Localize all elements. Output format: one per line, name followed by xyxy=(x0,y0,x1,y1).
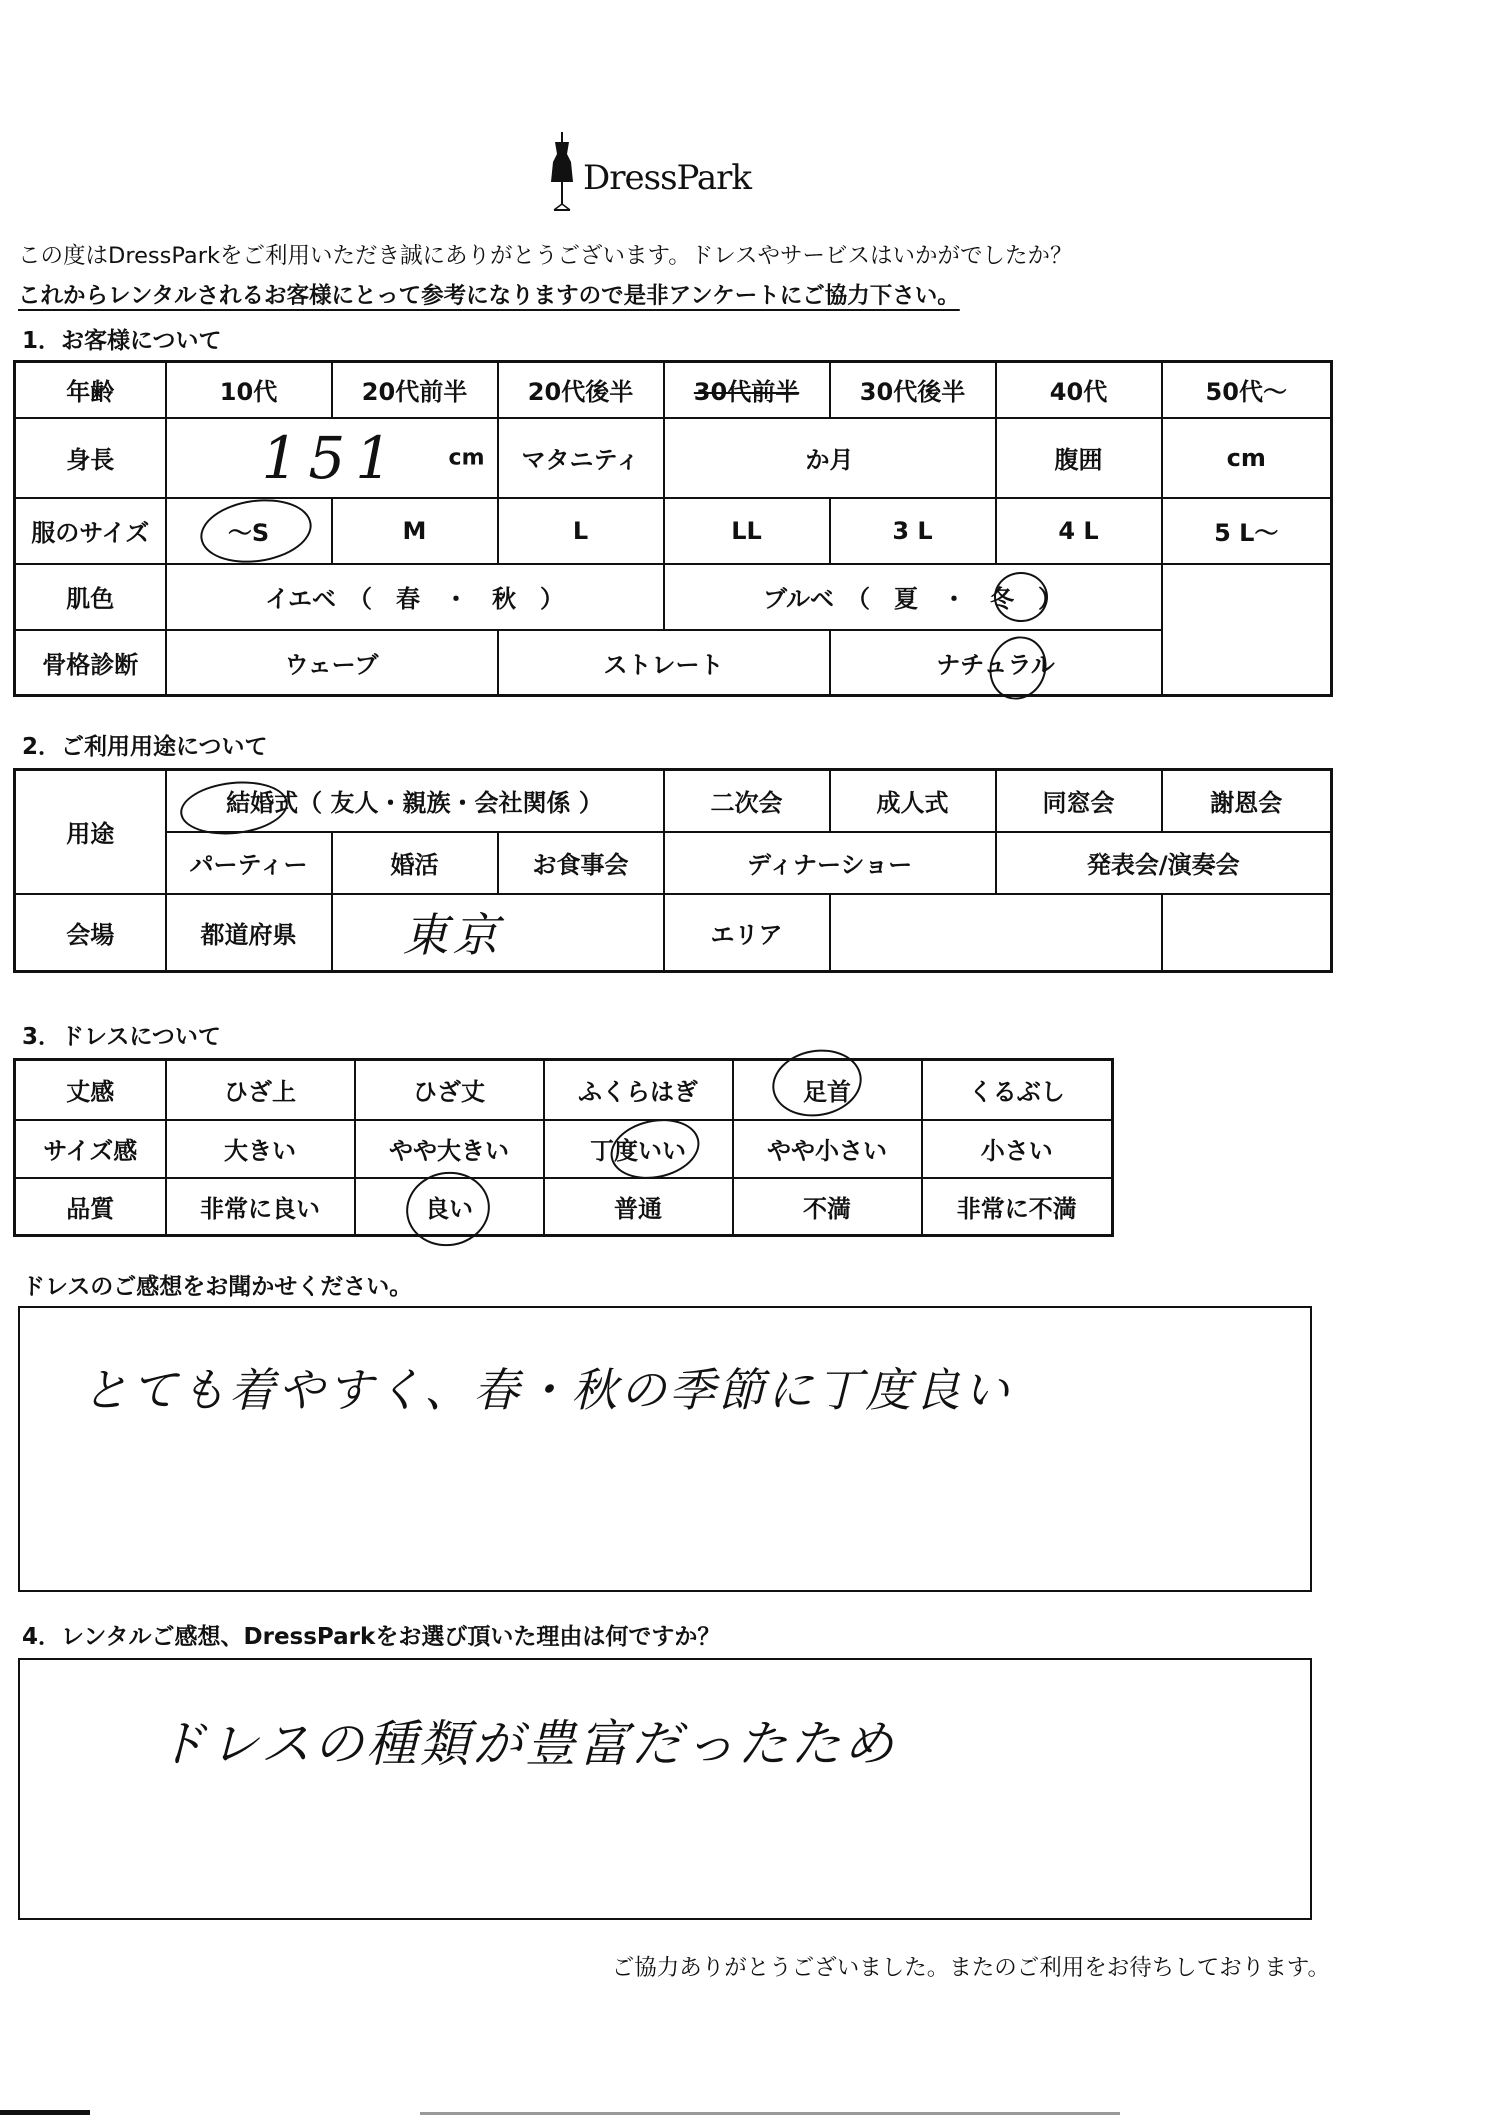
size-option[interactable]: 3 L xyxy=(830,498,996,564)
intro-line-2: これからレンタルされるお客様にとって参考になりますので是非アンケートにご協力下さい。 xyxy=(18,283,960,309)
impressions-prompt: ドレスのご感想をお聞かせください。 xyxy=(22,1274,413,1300)
purpose-option[interactable]: 謝恩会 xyxy=(1162,770,1332,832)
size-option[interactable]: 5 L〜 xyxy=(1162,498,1332,564)
length-option[interactable]: ひざ上 xyxy=(166,1060,355,1120)
frame-label: 骨格診断 xyxy=(15,630,166,696)
customer-table xyxy=(13,360,1333,697)
intro-line-1: この度はDressParkをご利用いただき誠にありがとうございます。ドレスやサービスはいかがでしたか？ xyxy=(18,243,1073,269)
age-row xyxy=(15,362,1332,418)
length-label: 丈感 xyxy=(15,1060,166,1120)
height-value: 151 xyxy=(261,423,403,492)
size-row xyxy=(15,498,1332,564)
scan-line xyxy=(420,2112,1120,2115)
fit-option[interactable]: 大きい xyxy=(166,1120,355,1178)
height-field[interactable] xyxy=(166,418,498,498)
height-row xyxy=(15,418,1332,498)
area-field[interactable] xyxy=(830,894,1162,972)
fit-option[interactable]: やや大きい xyxy=(355,1120,544,1178)
size-option[interactable]: 4 L xyxy=(996,498,1162,564)
length-option[interactable]: くるぶし xyxy=(922,1060,1113,1120)
frame-row xyxy=(15,630,1332,696)
purpose-option[interactable]: 婚活 xyxy=(332,832,498,894)
empty-cell xyxy=(1162,894,1332,972)
skin-row xyxy=(15,564,1332,630)
empty-cell xyxy=(1162,564,1332,630)
age-option-label: 30代前半 xyxy=(693,378,800,407)
age-option-selected[interactable] xyxy=(664,362,830,418)
dresspark-logo xyxy=(545,130,785,220)
frame-option-selected[interactable]: ナチュラル xyxy=(830,630,1162,696)
impressions-answer: とても着やすく、春・秋の季節に丁度良い xyxy=(82,1363,1013,1417)
age-option[interactable]: 30代後半 xyxy=(830,362,996,418)
venue-label: 会場 xyxy=(15,894,166,972)
quality-option[interactable]: 非常に不満 xyxy=(922,1178,1113,1236)
fit-option-selected[interactable]: 丁度いい xyxy=(544,1120,733,1178)
age-option[interactable]: 40代 xyxy=(996,362,1162,418)
purpose-option[interactable]: パーティー xyxy=(166,832,332,894)
purpose-option[interactable]: 二次会 xyxy=(664,770,830,832)
prefecture-value: 東京 xyxy=(402,908,503,963)
skin-blue-option[interactable] xyxy=(664,564,1162,630)
length-option-selected[interactable]: 足首 xyxy=(733,1060,922,1120)
skin-label: 肌色 xyxy=(15,564,166,630)
quality-option[interactable]: 非常に良い xyxy=(166,1178,355,1236)
height-label: 身長 xyxy=(15,418,166,498)
frame-option[interactable]: ストレート xyxy=(498,630,830,696)
section-4-title: 4．レンタルご感想、DressParkをお選び頂いた理由は何ですか？ xyxy=(22,1624,721,1650)
closing-message: ご協力ありがとうございました。またのご利用をお待ちしております。 xyxy=(611,1955,1330,1981)
purpose-option[interactable]: お食事会 xyxy=(498,832,664,894)
age-label: 年齢 xyxy=(15,362,166,418)
scan-mark xyxy=(0,2110,90,2115)
fit-option[interactable]: 小さい xyxy=(922,1120,1113,1178)
frame-option[interactable]: ウェーブ xyxy=(166,630,498,696)
section-3-title: 3．ドレスについて xyxy=(22,1024,221,1050)
prefecture-label: 都道府県 xyxy=(166,894,332,972)
quality-option-selected[interactable]: 良い xyxy=(355,1178,544,1236)
quality-option[interactable]: 普通 xyxy=(544,1178,733,1236)
size-option-selected[interactable]: 〜S xyxy=(166,498,332,564)
prefecture-field[interactable] xyxy=(332,894,664,972)
section-1-title: 1．お客様について xyxy=(22,328,222,354)
length-option[interactable]: ふくらはぎ xyxy=(544,1060,733,1120)
size-option[interactable]: M xyxy=(332,498,498,564)
purpose-option-selected[interactable]: 結婚式（ 友人・親族・会社関係 ） xyxy=(166,770,664,832)
usage-table xyxy=(13,768,1333,973)
fit-label: サイズ感 xyxy=(15,1120,166,1178)
purpose-option[interactable]: 成人式 xyxy=(830,770,996,832)
waist-field[interactable] xyxy=(1162,418,1332,498)
height-unit: cm xyxy=(448,445,485,470)
dress-table xyxy=(13,1058,1114,1237)
age-option[interactable]: 50代〜 xyxy=(1162,362,1332,418)
length-option[interactable]: ひざ丈 xyxy=(355,1060,544,1120)
waist-unit: cm xyxy=(1226,443,1266,472)
fit-option[interactable]: やや小さい xyxy=(733,1120,922,1178)
skin-blue-suffix: ） xyxy=(1038,585,1063,613)
skin-blue-winter: 冬 xyxy=(990,585,1015,613)
length-row xyxy=(15,1060,1113,1120)
empty-cell xyxy=(1162,630,1332,696)
quality-row xyxy=(15,1178,1113,1236)
quality-option[interactable]: 不満 xyxy=(733,1178,922,1236)
size-label: 服のサイズ xyxy=(15,498,166,564)
age-option[interactable]: 10代 xyxy=(166,362,332,418)
age-option[interactable]: 20代前半 xyxy=(332,362,498,418)
section-2-title: 2．ご利用用途について xyxy=(22,734,268,760)
reason-answer: ドレスの種類が豊富だったため xyxy=(156,1715,897,1773)
age-option[interactable]: 20代後半 xyxy=(498,362,664,418)
logo-text: DressPark xyxy=(583,158,752,198)
dress-form-icon xyxy=(545,132,579,216)
maternity-unit: か月 xyxy=(805,446,854,474)
purpose-option[interactable]: ディナーショー xyxy=(664,832,996,894)
maternity-field[interactable] xyxy=(664,418,996,498)
venue-row xyxy=(15,894,1332,972)
purpose-row-2 xyxy=(15,832,1332,894)
fit-row xyxy=(15,1120,1113,1178)
maternity-label: マタニティ xyxy=(498,418,664,498)
skin-yellow-option[interactable]: イエベ （ 春 ・ 秋 ） xyxy=(166,564,664,630)
size-option[interactable]: LL xyxy=(664,498,830,564)
area-label: エリア xyxy=(664,894,830,972)
waist-label: 腹囲 xyxy=(996,418,1162,498)
reason-box[interactable] xyxy=(18,1658,1312,1920)
impressions-box[interactable] xyxy=(18,1306,1312,1592)
size-option[interactable]: L xyxy=(498,498,664,564)
skin-blue-prefix: ブルベ （ 夏 ・ xyxy=(762,585,967,613)
purpose-option[interactable]: 発表会/演奏会 xyxy=(996,832,1332,894)
purpose-row-1 xyxy=(15,770,1332,832)
purpose-option[interactable]: 同窓会 xyxy=(996,770,1162,832)
purpose-label: 用途 xyxy=(15,770,166,894)
quality-label: 品質 xyxy=(15,1178,166,1236)
